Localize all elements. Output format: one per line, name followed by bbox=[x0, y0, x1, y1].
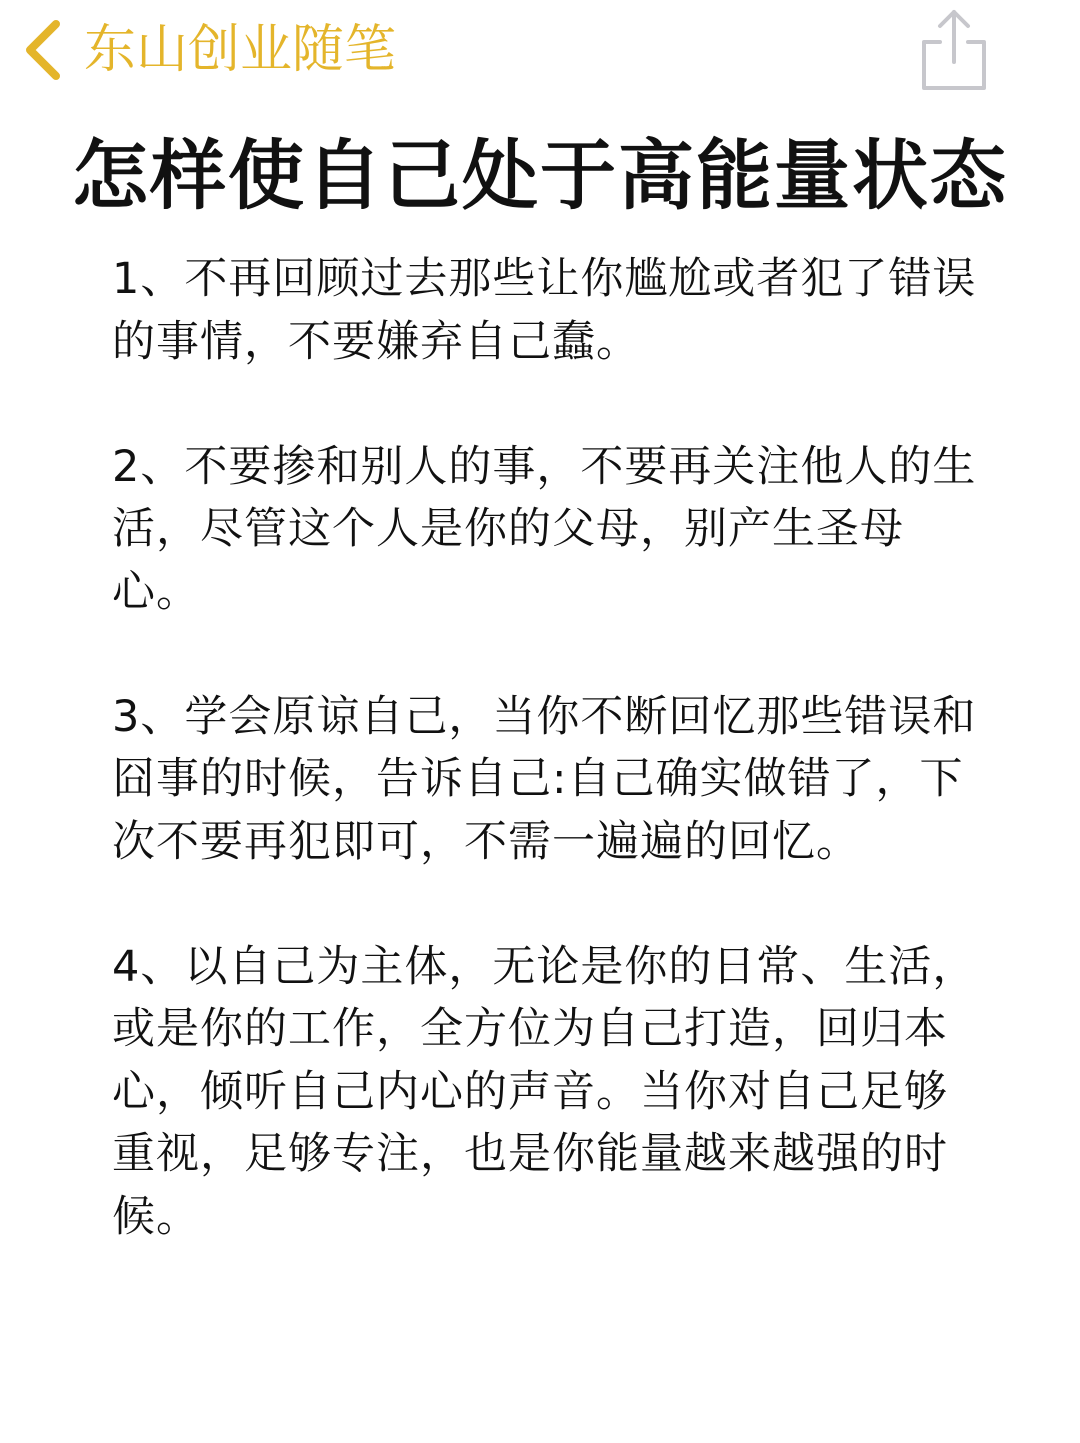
back-button[interactable] bbox=[22, 14, 396, 86]
note-title: 怎样使自己处于高能量状态 bbox=[72, 131, 1008, 220]
paragraph-1: 1、不再回顾过去那些让你尴尬或者犯了错误的事情，不要嫌弃自己蠢。 bbox=[112, 254, 977, 367]
share-button[interactable] bbox=[918, 8, 990, 92]
share-icon bbox=[918, 8, 990, 92]
chevron-left-icon bbox=[22, 18, 62, 82]
folder-title: 东山创业随笔 bbox=[84, 20, 397, 80]
note-body[interactable] bbox=[112, 248, 982, 1311]
paragraph-2: 2、不要掺和别人的事，不要再关注他人的生活，尽管这个人是你的父母，别产生圣母心。 bbox=[112, 441, 977, 617]
paragraph-3: 3、学会原谅自己，当你不断回忆那些错误和囧事的时候，告诉自己:自己确实做错了，下次不要再犯即可，不需一遍遍的回忆。 bbox=[112, 691, 977, 867]
paragraph-4: 4、以自己为主体，无论是你的日常、生活，或是你的工作，全方位为自己打造，回归本心，倾听自己内心的声音。当你对自己足够重视，足够专注，也是你能量越来越强的时候。 bbox=[112, 941, 977, 1242]
navigation-bar bbox=[0, 0, 1080, 100]
